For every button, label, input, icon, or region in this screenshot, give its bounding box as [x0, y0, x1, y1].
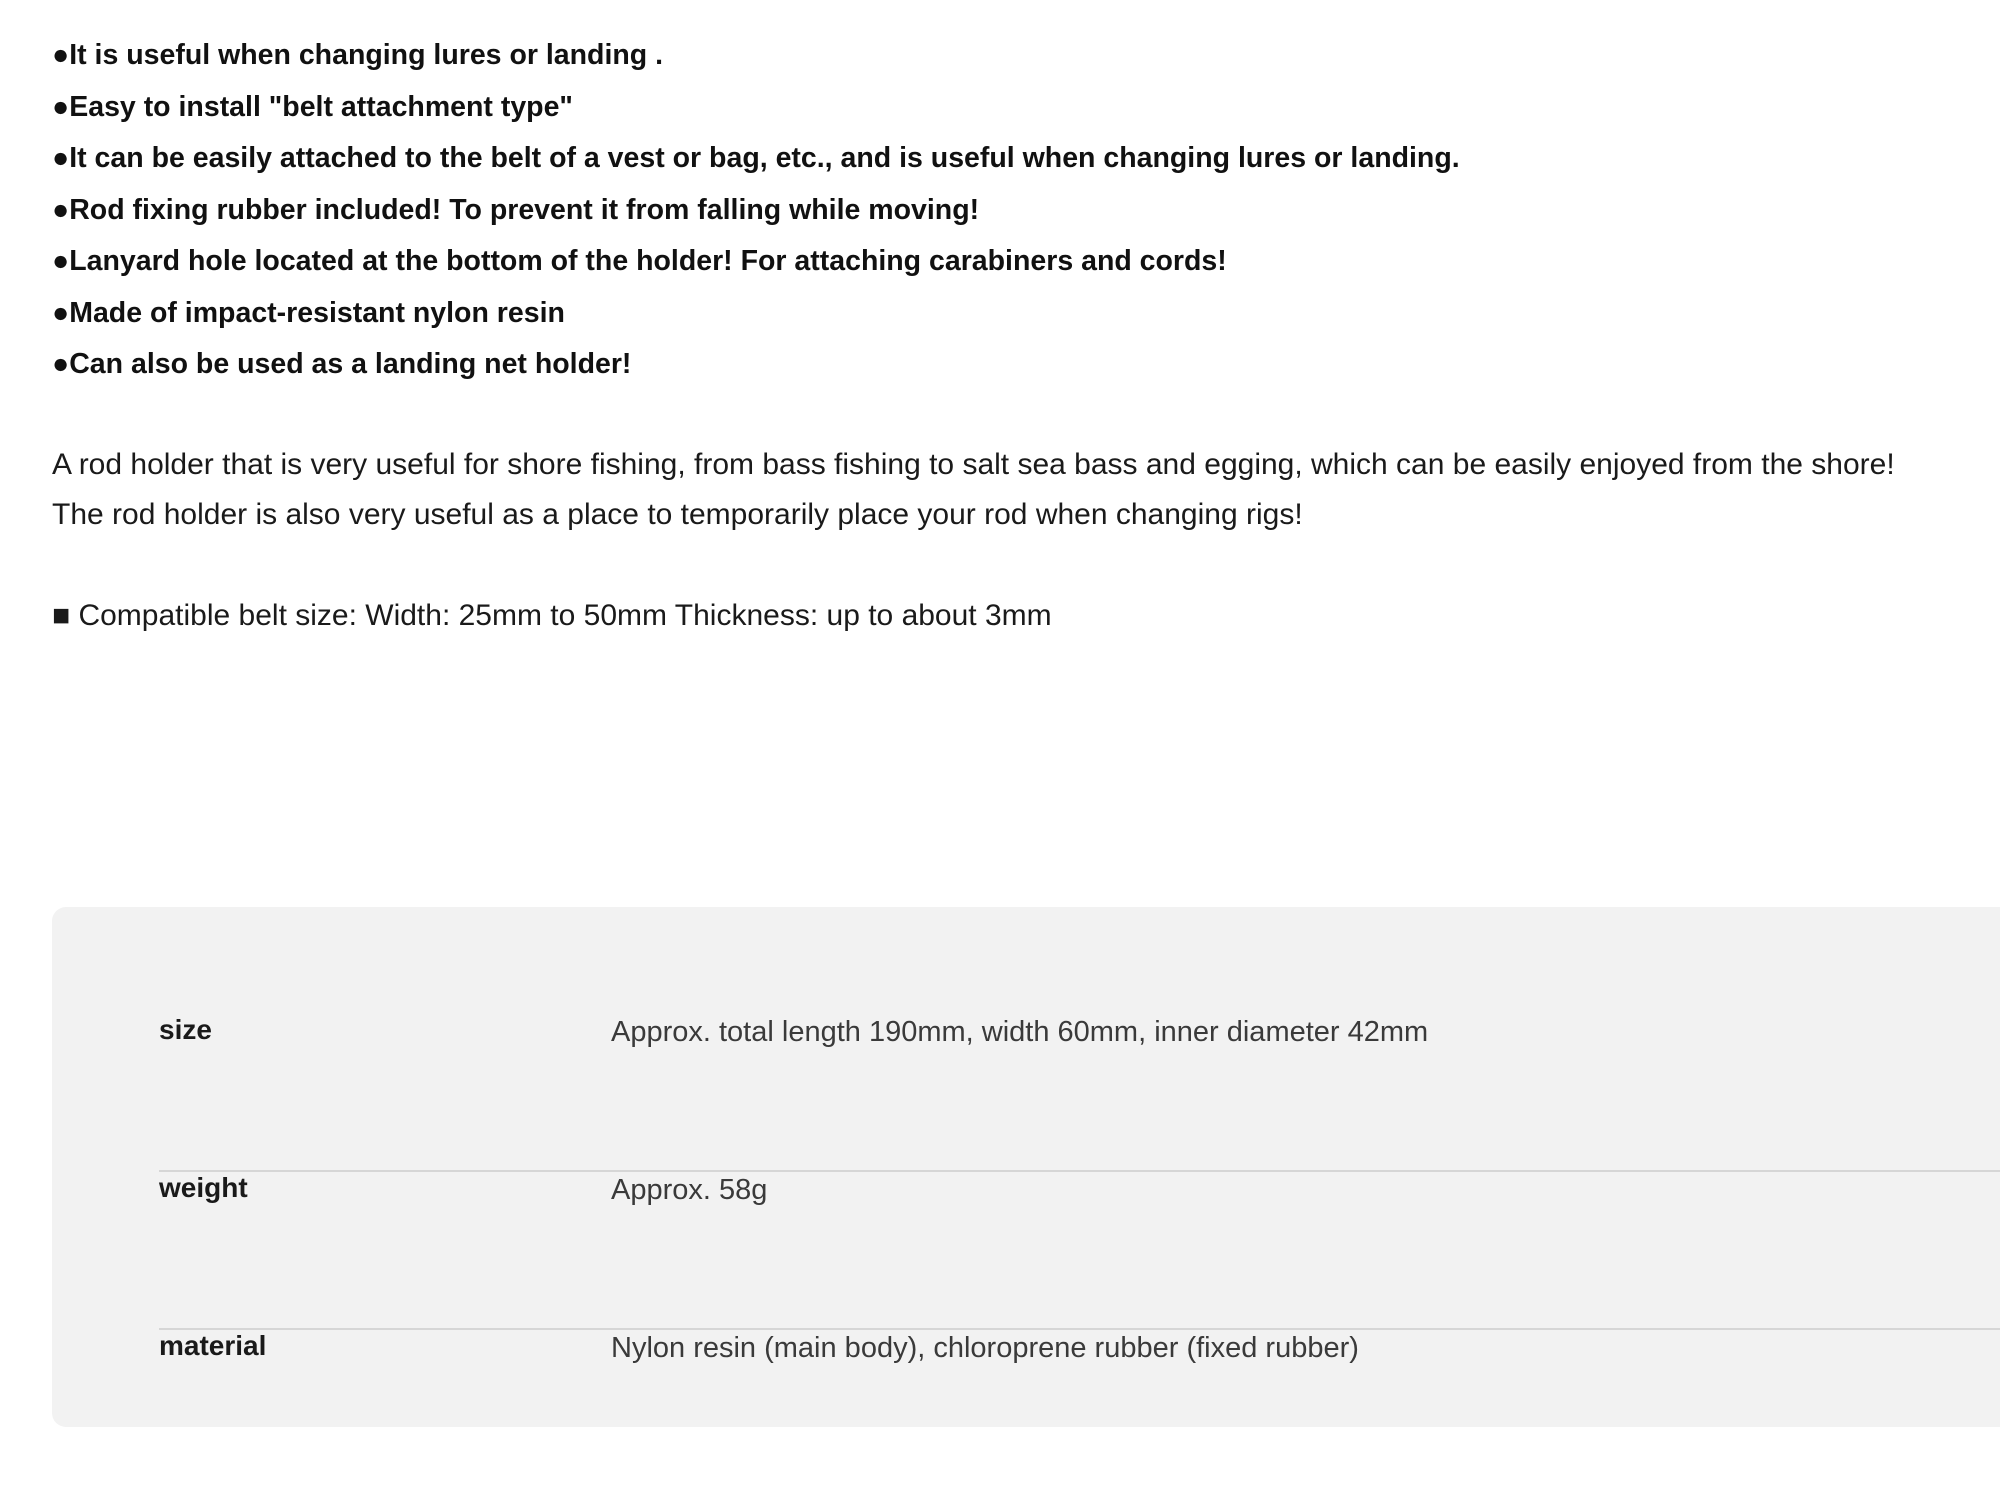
feature-item: ●Can also be used as a landing net holder!	[52, 348, 632, 380]
product-description	[52, 440, 2000, 540]
spec-row-material	[159, 1328, 2000, 1486]
spec-row-size	[159, 1012, 2000, 1172]
feature-item: ●Easy to install "belt attachment type"	[52, 90, 573, 123]
spec-label: weight	[159, 1172, 248, 1203]
description-line: The rod holder is also very useful as a place to temporarily place your rod when changing rigs!	[52, 498, 1303, 531]
spec-row-weight	[159, 1170, 2000, 1330]
description-line: A rod holder that is very useful for shore fishing, from bass fishing to salt sea bass and egging, which can be easily enjoyed from the shore!	[52, 448, 1895, 481]
spec-table	[52, 907, 2000, 1427]
compatibility-note: ■ Compatible belt size: Width: 25mm to 50mm Thickness: up to about 3mm	[52, 599, 1052, 632]
spec-value: Nylon resin (main body), chloroprene rubber (fixed rubber)	[611, 1332, 1359, 1364]
spec-label: size	[159, 1014, 212, 1045]
spec-value: Approx. total length 190mm, width 60mm, inner diameter 42mm	[611, 1016, 1429, 1048]
feature-item: ●Lanyard hole located at the bottom of the holder! For attaching carabiners and cords!	[52, 245, 1227, 277]
feature-item: ●It is useful when changing lures or landing .	[52, 39, 664, 71]
feature-item: ●It can be easily attached to the belt of a vest or bag, etc., and is useful when changing lures or landing.	[52, 142, 1460, 174]
spec-label: material	[159, 1330, 267, 1361]
feature-item: ●Rod fixing rubber included! To prevent it from falling while moving!	[52, 193, 980, 226]
feature-item: ●Made of impact-resistant nylon resin	[52, 296, 565, 329]
spec-value: Approx. 58g	[611, 1174, 768, 1206]
feature-list	[52, 30, 1460, 391]
